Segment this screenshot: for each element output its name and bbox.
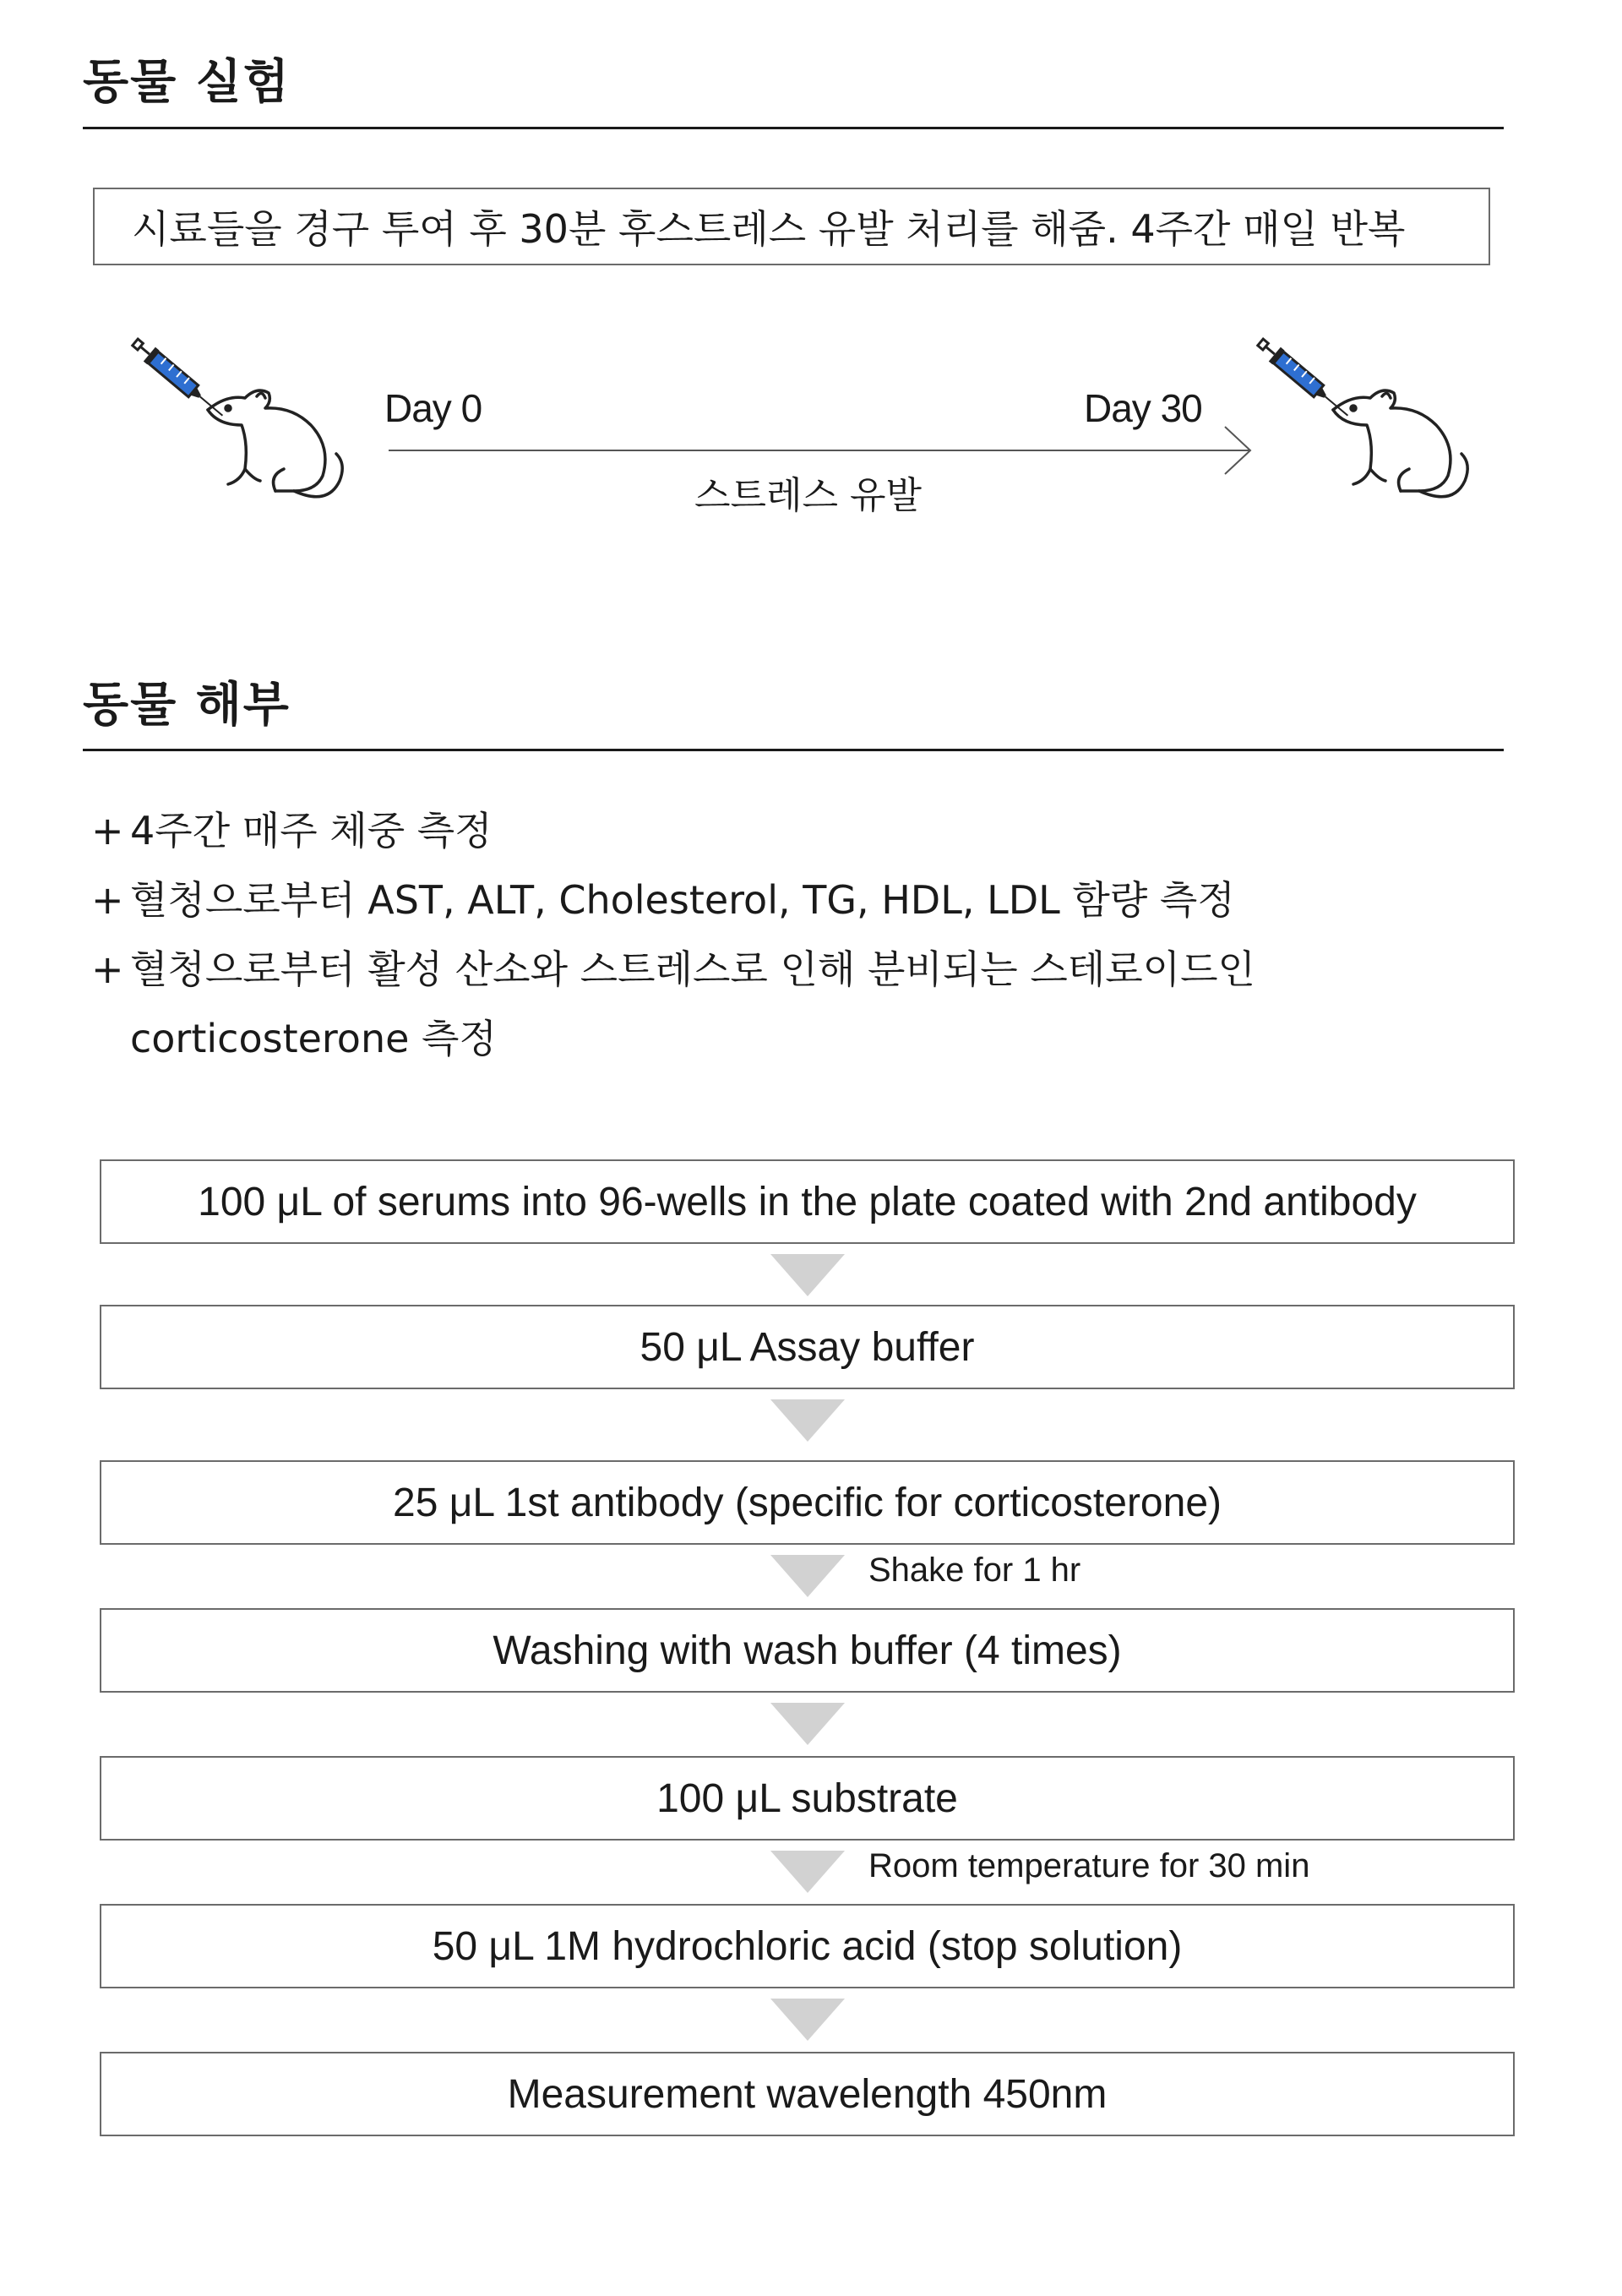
protocol-step: 100 μL of serums into 96-wells in the plate coated with 2nd antibody xyxy=(100,1159,1515,1244)
bullet-continuation: corticosterone 측정 xyxy=(130,1016,497,1061)
day-start-label: Day 0 xyxy=(384,386,482,430)
protocol-step: Measurement wavelength 450nm xyxy=(100,2052,1515,2136)
down-arrow-icon xyxy=(770,1851,845,1893)
step-note-room-temp: Room temperature for 30 min xyxy=(868,1847,1310,1884)
section-divider xyxy=(83,749,1504,751)
experiment-note-box xyxy=(93,188,1490,265)
down-arrow-icon xyxy=(770,1399,845,1442)
down-arrow-icon xyxy=(770,1254,845,1296)
protocol-step: 25 μL 1st antibody (specific for corticosterone) xyxy=(100,1460,1515,1545)
protocol-step: 50 μL Assay buffer xyxy=(100,1305,1515,1389)
down-arrow-icon xyxy=(770,1555,845,1597)
list-item xyxy=(91,877,1235,923)
experiment-note-text: 시료들을 경구 투여 후 30분 후스트레스 유발 처리를 해줌. 4주간 매일 반복 xyxy=(132,206,1406,252)
bullet-text: 혈청으로부터 활성 산소와 스트레스로 인해 분비되는 스테로이드인 xyxy=(130,946,1255,992)
section-divider xyxy=(83,127,1504,129)
mouse-syringe-icon xyxy=(1244,325,1480,511)
list-item xyxy=(91,808,493,854)
bullet-text: 혈청으로부터 AST, ALT, Cholesterol, TG, HDL, LDL 함량 측정 xyxy=(130,877,1235,923)
mouse-syringe-icon xyxy=(118,325,355,511)
section-title-dissection: 동물 해부 xyxy=(83,678,291,733)
protocol-step: 50 μL 1M hydrochloric acid (stop solution) xyxy=(100,1904,1515,1988)
bullet-plus: + xyxy=(91,877,124,923)
day-end-label: Day 30 xyxy=(1084,386,1202,430)
down-arrow-icon xyxy=(770,1999,845,2041)
protocol-step: Washing with wash buffer (4 times) xyxy=(100,1608,1515,1693)
bullet-plus: + xyxy=(91,946,124,992)
bullet-plus: + xyxy=(91,808,124,854)
bullet-text: 4주간 매주 체중 측정 xyxy=(130,808,493,854)
list-item xyxy=(91,946,1255,992)
step-note-shake: Shake for 1 hr xyxy=(868,1552,1081,1589)
section-title-experiment: 동물 실험 xyxy=(83,55,291,110)
down-arrow-icon xyxy=(770,1703,845,1745)
stress-induction-label: 스트레스 유발 xyxy=(694,474,923,517)
protocol-step: 100 μL substrate xyxy=(100,1756,1515,1841)
